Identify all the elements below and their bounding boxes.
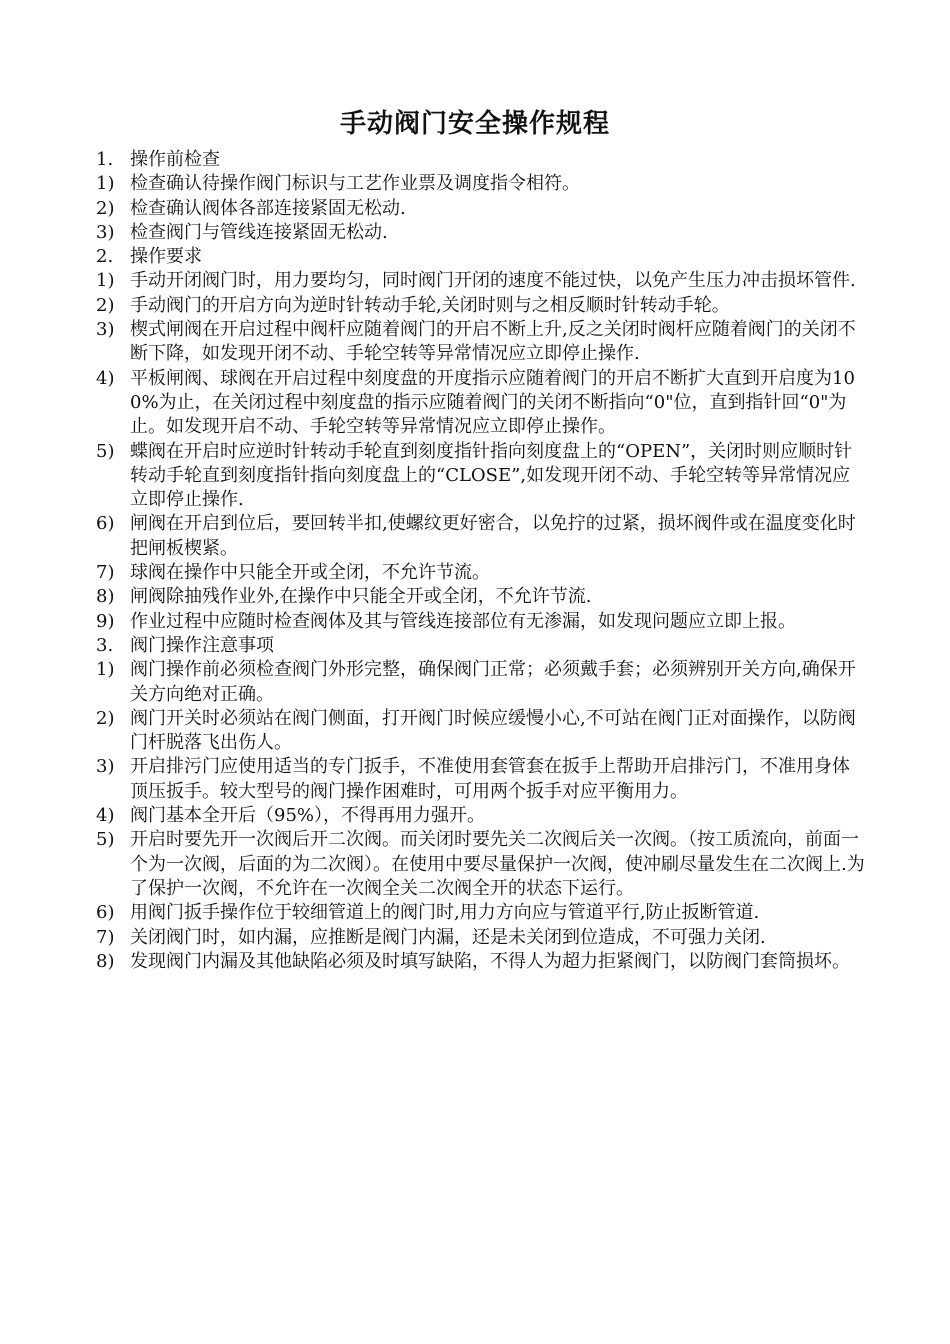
item-number: 2) bbox=[96, 294, 115, 316]
list-item bbox=[96, 197, 866, 221]
list-item bbox=[96, 148, 866, 172]
item-number: 1) bbox=[96, 270, 115, 292]
item-number: 3. bbox=[96, 634, 114, 656]
list-item bbox=[96, 367, 866, 440]
item-text: 闸阀除抽残作业外,在操作中只能全开或全闭，不允许节流. bbox=[130, 586, 592, 608]
list-item bbox=[96, 926, 866, 950]
item-text: 阀门操作注意事项 bbox=[130, 634, 274, 656]
item-number: 2. bbox=[96, 246, 114, 268]
item-text: 楔式闸阀在开启过程中阀杆应随着阀门的开启不断上升,反之关闭时阀杆应随着阀门的关闭不断下降，如发现开闭不动、手轮空转等异常情况应立即停止操作. bbox=[130, 319, 856, 365]
list-item bbox=[96, 828, 866, 901]
item-number: 4) bbox=[96, 367, 115, 389]
item-number: 2) bbox=[96, 197, 115, 219]
list-item bbox=[96, 221, 866, 245]
item-number: 1. bbox=[96, 149, 114, 170]
list-item bbox=[96, 950, 866, 974]
item-text: 开启排污门应使用适当的专门扳手，不准使用套管套在扳手上帮助开启排污门，不准用身体顶压扳手。较大型号的阀门操作困难时，可用两个扳手对应平衡用力。 bbox=[130, 756, 850, 802]
list-item bbox=[96, 172, 866, 196]
item-number: 4) bbox=[96, 805, 115, 827]
item-text: 阀门开关时必须站在阀门侧面，打开阀门时候应缓慢小心,不可站在阀门正对面操作，以防阀门杆脱落飞出伤人。 bbox=[130, 707, 856, 754]
page-title: 手动阀门安全操作规程 bbox=[339, 109, 610, 139]
item-text: 检查确认待操作阀门标识与工艺作业票及调度指令相符。 bbox=[130, 173, 580, 195]
item-number: 5) bbox=[96, 440, 115, 462]
item-text: 关闭阀门时，如内漏，应推断是阀门内漏，还是未关闭到位造成，不可强力关闭. bbox=[130, 926, 766, 948]
list-item bbox=[96, 269, 866, 293]
list-item bbox=[96, 294, 866, 318]
list-item bbox=[96, 901, 866, 925]
item-number: 8) bbox=[96, 950, 115, 972]
item-text: 蝶阀在开启时应逆时针转动手轮直到刻度指针指向刻度盘上的“OPEN”，关闭时则应顺时针转动手轮直到刻度指针指向刻度盘上的“CLOSE”,如发现开闭不动、手轮空转等异常情况应立即停止操作. bbox=[130, 440, 853, 511]
item-text: 球阀在操作中只能全开或全闭，不允许节流。 bbox=[130, 562, 490, 584]
item-text: 检查确认阀体各部连接紧固无松动. bbox=[130, 197, 406, 219]
list-item bbox=[96, 318, 866, 367]
item-text: 平板闸阀、球阀在开启过程中刻度盘的开度指示应随着阀门的开启不断扩大直到开启度为100%为止，在关闭过程中刻度盘的指示应随着阀门的关闭不断指向“0"位，直到指针回“0"为止。如发现开启不动、手轮空转等异常情况应立即停止操作。 bbox=[130, 367, 855, 438]
item-text: 闸阀在开启到位后，要回转半扣,使螺纹更好密合，以免拧的过紧，损坏阀件或在温度变化时把闸板楔紧。 bbox=[130, 513, 856, 559]
list-item bbox=[96, 561, 866, 585]
list-item bbox=[96, 512, 866, 561]
item-number: 3) bbox=[96, 319, 115, 341]
item-text: 阀门基本全开后（95%），不得再用力强开。 bbox=[130, 805, 486, 827]
list-item bbox=[96, 440, 866, 513]
list-item bbox=[96, 245, 866, 269]
list-item bbox=[96, 634, 866, 658]
item-number: 9) bbox=[96, 610, 115, 632]
list-item bbox=[96, 658, 866, 707]
item-number: 7) bbox=[96, 562, 115, 584]
item-text: 操作前检查 bbox=[130, 149, 220, 170]
item-number: 1) bbox=[96, 659, 115, 681]
item-number: 6) bbox=[96, 902, 115, 924]
item-text: 发现阀门内漏及其他缺陷必须及时填写缺陷，不得人为超力拒紧阀门，以防阀门套筒损坏。 bbox=[130, 950, 850, 972]
item-number: 3) bbox=[96, 221, 115, 243]
item-text: 用阀门扳手操作位于较细管道上的阀门时,用力方向应与管道平行,防止扳断管道. bbox=[130, 902, 760, 924]
document-body bbox=[96, 148, 866, 974]
item-number: 6) bbox=[96, 513, 115, 535]
item-text: 手动阀门的开启方向为逆时针转动手轮,关闭时则与之相反顺时针转动手轮。 bbox=[130, 294, 730, 316]
item-text: 作业过程中应随时检查阀体及其与管线连接部位有无渗漏，如发现问题应立即上报。 bbox=[130, 610, 796, 632]
item-number: 5) bbox=[96, 829, 115, 851]
item-number: 2) bbox=[96, 707, 115, 729]
item-text: 开启时要先开一次阀后开二次阀。而关闭时要先关二次阀后关一次阀。（按工质流向，前面一个为一次阀，后面的为二次阀）。在使用中要尽量保护一次阀，使冲刷尽量发生在二次阀上.为了保护一次阀，不允许在一次阀全关二次阀全开的状态下运行。 bbox=[130, 829, 865, 899]
item-number: 1) bbox=[96, 173, 115, 195]
list-item bbox=[96, 707, 866, 756]
item-text: 手动开闭阀门时，用力要均匀，同时阀门开闭的速度不能过快，以免产生压力冲击损坏管件. bbox=[130, 270, 856, 292]
item-number: 3) bbox=[96, 756, 115, 778]
item-number: 7) bbox=[96, 926, 115, 948]
list-item bbox=[96, 610, 866, 634]
list-item bbox=[96, 755, 866, 804]
item-number: 8) bbox=[96, 586, 115, 608]
list-item bbox=[96, 804, 866, 828]
item-text: 阀门操作前必须检查阀门外形完整，确保阀门正常；必须戴手套；必须辨别开关方向,确保开关方向绝对正确。 bbox=[130, 659, 856, 705]
item-text: 检查阀门与管线连接紧固无松动. bbox=[130, 221, 388, 243]
list-item bbox=[96, 585, 866, 609]
item-text: 操作要求 bbox=[130, 246, 202, 268]
